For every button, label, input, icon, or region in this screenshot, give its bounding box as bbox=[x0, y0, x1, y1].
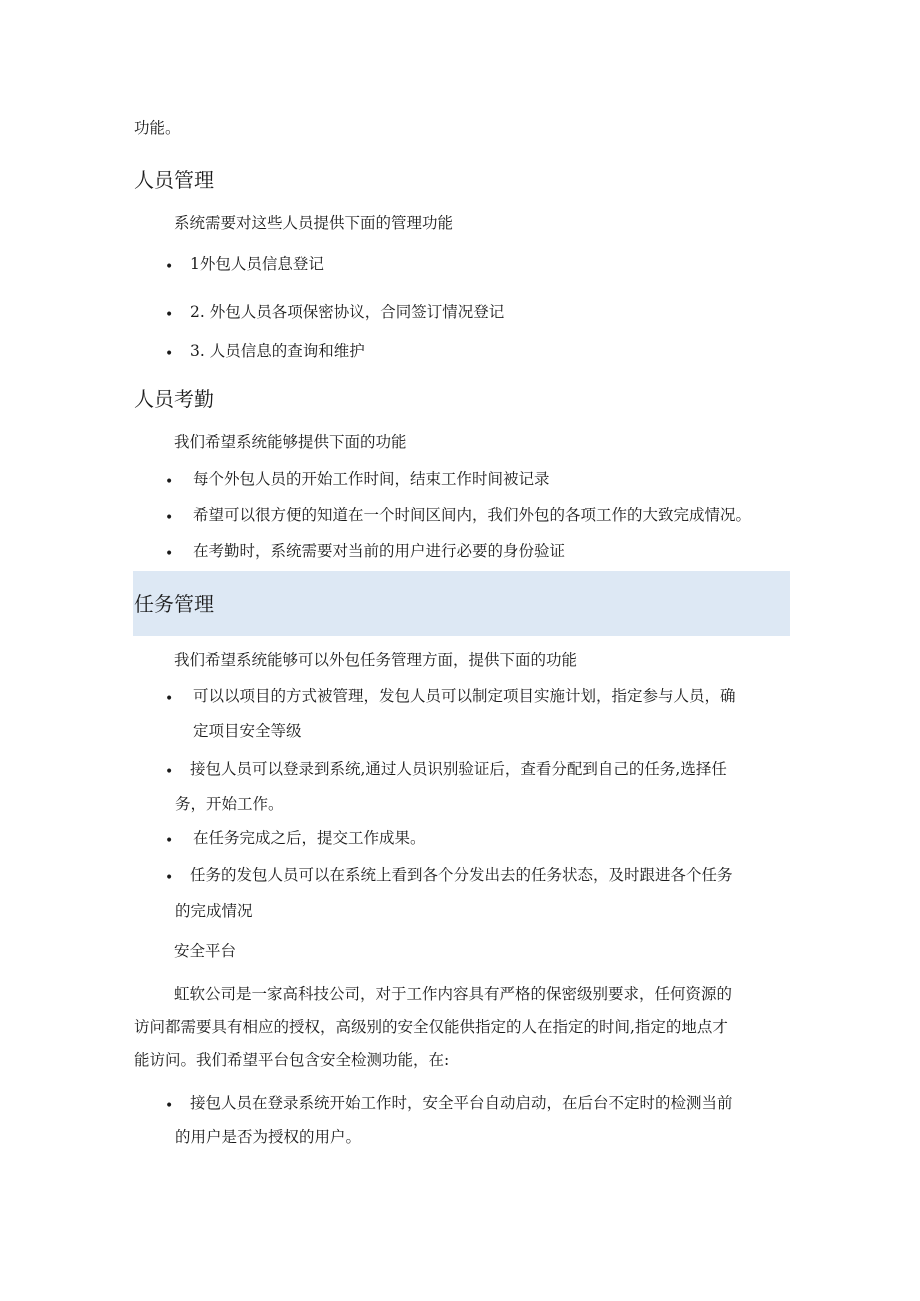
personnel-heading: 人员管理 bbox=[134, 168, 214, 192]
security-para-line-1: 虹软公司是一家高科技公司，对于工作内容具有严格的保密级别要求，任何资源的 bbox=[174, 985, 733, 1003]
bullet-marker: • bbox=[165, 546, 174, 562]
bullet-marker: • bbox=[165, 833, 174, 849]
attendance-item-2: 希望可以很方便的知道在一个时间区间内，我们外包的各项工作的大致完成情况。 bbox=[193, 506, 752, 524]
tasks-item-2-line-1: 接包人员可以登录到系统,通过人员识别验证后，查看分配到自己的任务,选择任 bbox=[190, 760, 727, 778]
personnel-item-3: 3. 人员信息的查询和维护 bbox=[190, 342, 365, 360]
bullet-marker: • bbox=[165, 307, 174, 323]
bullet-marker: • bbox=[165, 691, 174, 707]
tasks-item-4-line-1: 任务的发包人员可以在系统上看到各个分发出去的任务状态，及时跟进各个任务 bbox=[190, 866, 733, 884]
tasks-intro: 我们希望系统能够可以外包任务管理方面，提供下面的功能 bbox=[174, 651, 578, 669]
personnel-item-1: 1外包人员信息登记 bbox=[190, 255, 324, 273]
bullet-marker: • bbox=[165, 259, 174, 275]
attendance-heading: 人员考勤 bbox=[134, 387, 214, 411]
bullet-marker: • bbox=[165, 764, 174, 780]
bullet-marker: • bbox=[165, 346, 174, 362]
bullet-marker: • bbox=[165, 1098, 174, 1114]
tasks-item-3-line-1: 在任务完成之后，提交工作成果。 bbox=[193, 829, 426, 847]
tasks-heading: 任务管理 bbox=[134, 592, 214, 616]
personnel-intro: 系统需要对这些人员提供下面的管理功能 bbox=[174, 214, 454, 232]
security-item-1-line-1: 接包人员在登录系统开始工作时，安全平台自动启动，在后台不定时的检测当前 bbox=[190, 1094, 733, 1112]
security-heading: 安全平台 bbox=[174, 942, 237, 960]
intro-tail-text: 功能。 bbox=[134, 119, 181, 137]
bullet-marker: • bbox=[165, 474, 174, 490]
task-heading-highlight bbox=[133, 571, 790, 636]
security-para-line-2: 访问都需要具有相应的授权，高级别的安全仅能供指定的人在指定的时间,指定的地点才 bbox=[134, 1018, 728, 1036]
attendance-item-3: 在考勤时，系统需要对当前的用户进行必要的身份验证 bbox=[193, 542, 566, 560]
bullet-marker: • bbox=[165, 510, 174, 526]
tasks-item-4-line-2: 的完成情况 bbox=[175, 902, 253, 920]
attendance-intro: 我们希望系统能够提供下面的功能 bbox=[174, 433, 407, 451]
tasks-item-2-line-2: 务，开始工作。 bbox=[175, 795, 284, 813]
security-item-1-line-2: 的用户是否为授权的用户。 bbox=[175, 1128, 362, 1146]
security-para-line-3: 能访问。我们希望平台包含安全检测功能，在: bbox=[134, 1051, 450, 1069]
attendance-item-1: 每个外包人员的开始工作时间，结束工作时间被记录 bbox=[193, 470, 550, 488]
personnel-item-2: 2. 外包人员各项保密协议，合同签订情况登记 bbox=[190, 303, 505, 321]
tasks-item-1-line-2: 定项目安全等级 bbox=[193, 722, 302, 740]
tasks-item-1-line-1: 可以以项目的方式被管理，发包人员可以制定项目实施计划，指定参与人员，确 bbox=[193, 687, 736, 705]
bullet-marker: • bbox=[165, 870, 174, 886]
